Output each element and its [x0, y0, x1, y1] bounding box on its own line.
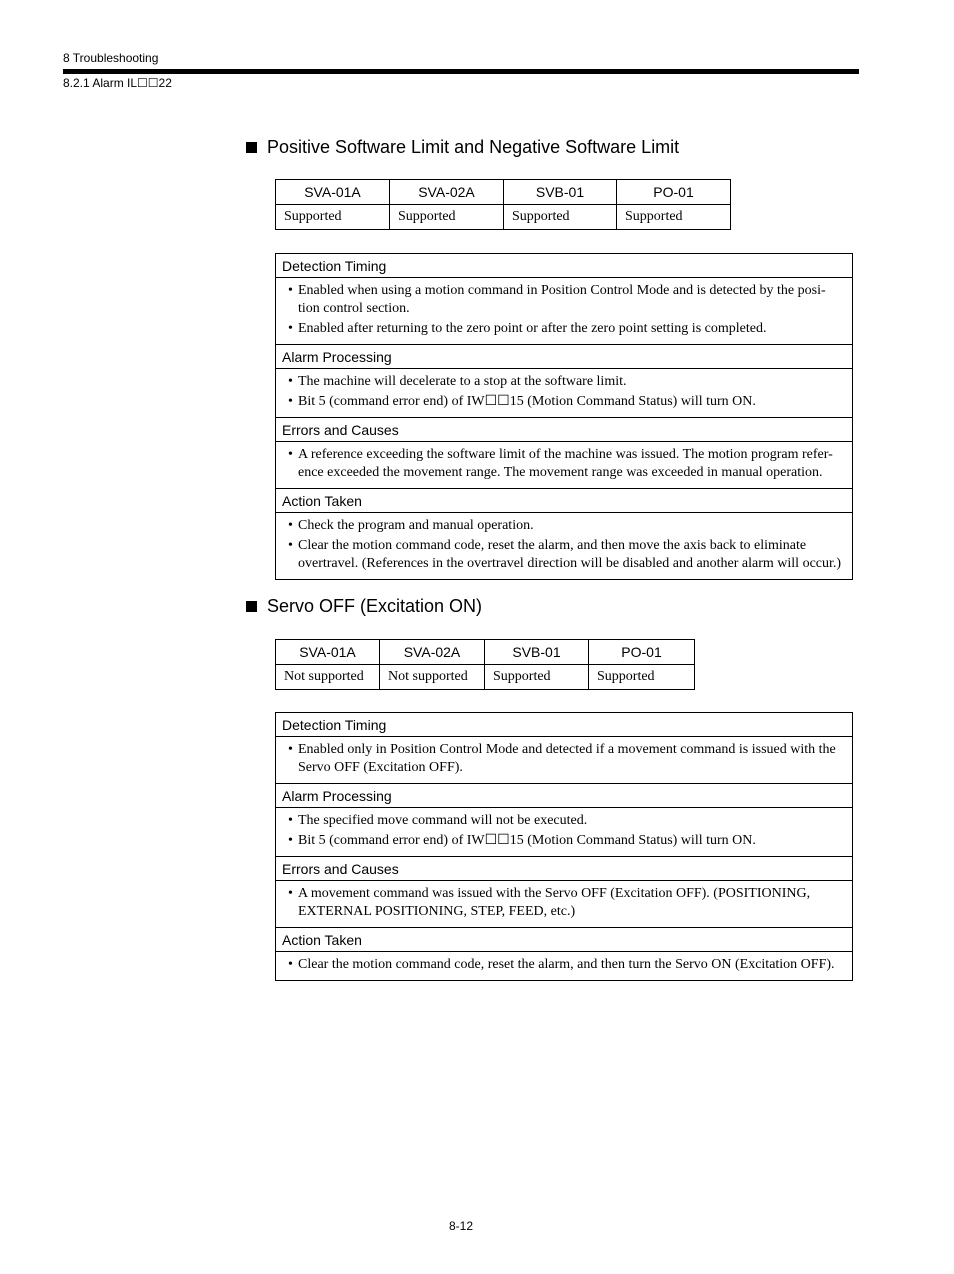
info-body — [276, 369, 852, 418]
info-label: Errors and Causes — [276, 418, 852, 442]
support-value-cell: Supported — [617, 205, 731, 230]
list-item: • The machine will decelerate to a stop at the software limit. — [288, 373, 846, 391]
support-value-row — [276, 665, 695, 690]
support-header-cell: SVA-02A — [380, 640, 485, 665]
section-title: Positive Software Limit and Negative Software Limit — [267, 137, 680, 157]
list-item: • Enabled only in Position Control Mode and detected if a movement command is issued with the Servo OFF (Excitation OFF). — [288, 741, 846, 777]
section-header: 8.2.1 Alarm IL☐☐22 — [63, 76, 172, 90]
list-item: • A reference exceeding the software limit of the machine was issued. The motion program refer-ence exceeded the movement range. The movement range was exceeded in manual operation. — [288, 446, 846, 482]
support-value-row — [276, 205, 731, 230]
list-item: • The specified move command will not be executed. — [288, 812, 846, 830]
info-label: Action Taken — [276, 928, 852, 952]
support-table — [275, 179, 731, 230]
info-body — [276, 952, 852, 980]
support-table — [275, 639, 695, 690]
info-label: Detection Timing — [276, 713, 852, 737]
support-header-cell: SVA-02A — [390, 180, 504, 205]
info-body — [276, 278, 852, 345]
info-label: Detection Timing — [276, 254, 852, 278]
square-bullet-icon — [246, 142, 257, 153]
support-header-cell: PO-01 — [589, 640, 695, 665]
list-item: • Bit 5 (command error end) of IW☐☐15 (Motion Command Status) will turn ON. — [288, 832, 846, 850]
support-value-cell: Not supported — [380, 665, 485, 690]
support-header-cell: SVB-01 — [485, 640, 589, 665]
list-item: • A movement command was issued with the Servo OFF (Excitation OFF). (POSITIONING, EXTERNAL POSITIONING, STEP, FEED, etc.) — [288, 885, 846, 921]
list-item: • Clear the motion command code, reset the alarm, and then turn the Servo ON (Excitation OFF). — [288, 956, 846, 974]
info-table — [275, 712, 853, 981]
info-label: Alarm Processing — [276, 784, 852, 808]
square-bullet-icon — [246, 601, 257, 612]
support-value-cell: Supported — [276, 205, 390, 230]
support-header-cell: SVB-01 — [504, 180, 617, 205]
info-body — [276, 513, 852, 579]
section-heading-software-limit — [246, 137, 679, 158]
info-body — [276, 881, 852, 928]
support-value-cell: Supported — [504, 205, 617, 230]
page-number: 8-12 — [448, 1219, 474, 1233]
info-label: Alarm Processing — [276, 345, 852, 369]
support-header-cell: PO-01 — [617, 180, 731, 205]
info-table — [275, 253, 853, 580]
list-item: • Enabled when using a motion command in Position Control Mode and is detected by the posi-tion control section. — [288, 282, 846, 318]
list-item: • Enabled after returning to the zero point or after the zero point setting is completed. — [288, 320, 846, 338]
list-item: • Clear the motion command code, reset the alarm, and then move the axis back to eliminate overtravel. (References in the overtravel direction will be disabled and another alarm will occur.) — [288, 537, 846, 573]
support-value-cell: Supported — [589, 665, 695, 690]
support-value-cell: Supported — [485, 665, 589, 690]
support-header-cell: SVA-01A — [276, 180, 390, 205]
support-value-cell: Not supported — [276, 665, 380, 690]
info-body — [276, 737, 852, 784]
support-value-cell: Supported — [390, 205, 504, 230]
info-body — [276, 808, 852, 857]
section-title: Servo OFF (Excitation ON) — [267, 596, 483, 616]
list-item: • Check the program and manual operation. — [288, 517, 846, 535]
info-body — [276, 442, 852, 489]
info-label: Action Taken — [276, 489, 852, 513]
support-header-row — [276, 180, 731, 205]
header-rule — [63, 69, 859, 74]
section-heading-servo-off — [246, 596, 482, 617]
info-label: Errors and Causes — [276, 857, 852, 881]
support-header-row — [276, 640, 695, 665]
support-header-cell: SVA-01A — [276, 640, 380, 665]
list-item: • Bit 5 (command error end) of IW☐☐15 (Motion Command Status) will turn ON. — [288, 393, 846, 411]
chapter-header: 8 Troubleshooting — [63, 51, 159, 65]
